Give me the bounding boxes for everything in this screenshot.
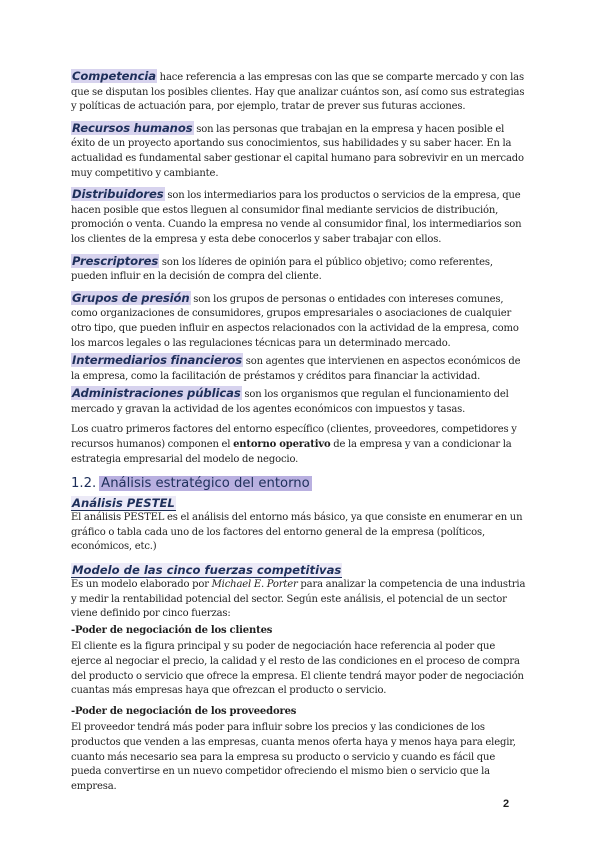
- entry-text: son agentes que intervienen en aspectos económicos de la empresa, como la facilitación de préstamos y créditos para financiar la actividad.: [71, 356, 521, 382]
- section-number: 1.2.: [71, 476, 97, 492]
- force2-text: El proveedor tendrá más poder para influir sobre los precios y las condiciones de los productos que venden a las empresas, cuanta menos oferta haya y menos haya para elegir, cuanto más necesario sea para la empresa su producto o servicio y cuando es fácil que pueda convertirse en un nuevo competidor ofreciendo el mismo bien o servicio que la empresa.: [71, 722, 516, 792]
- porter-author: Michael E. Porter: [211, 579, 298, 591]
- summary-bold: entorno operativo: [233, 439, 331, 451]
- force1-text: El cliente es la figura principal y su poder de negociación hace referencia al poder que ejerce al negociar el precio, la calidad y el resto de las condiciones en el proceso de compra del producto o servicio que ofrece la empresa. El cliente tendrá mayor poder de negociación cuantas más empresas haya que ofrezcan el producto o servicio.: [71, 641, 524, 697]
- pestel-heading: Análisis PESTEL: [72, 496, 175, 511]
- summary-before: Los cuatro primeros factores del entorno específico (clientes, proveedores, competidores y recursos humanos) componen el: [71, 424, 517, 451]
- porter-intro: [71, 578, 527, 622]
- page-number: 2: [503, 798, 510, 810]
- term-intermediarios-financieros: Intermediarios financieros: [72, 353, 243, 368]
- entry-text: son los líderes de opinión para el público objetivo; como referentes, pueden influir en la decisión de compra del cliente.: [71, 256, 493, 283]
- force1-title: -Poder de negociación de los clientes: [71, 624, 273, 636]
- section-title: Análisis estratégico del entorno: [101, 476, 310, 492]
- entry-prescriptores: [71, 254, 527, 285]
- entry-text: son los organismos que regulan el funcionamiento del mercado y gravan la actividad de los agentes económicos con impuestos y tasas.: [71, 389, 509, 415]
- entry-text: hace referencia a las empresas con las que se comparte mercado y con las que se disputan los posibles clientes. Hay que analizar cuántos son, así como sus estrategias y políticas de actuación para, por ejemplo, tratar de prever sus futuras acciones.: [71, 72, 525, 113]
- entry-competencia: [71, 69, 527, 115]
- entry-distribuidores: [71, 187, 527, 247]
- porter-heading: Modelo de las cinco fuerzas competitivas: [72, 563, 342, 578]
- entry-intermediarios-financieros: [71, 353, 527, 384]
- entry-text: son los grupos de personas o entidades con intereses comunes, como organizaciones de consumidores, grupos empresariales o asociaciones de cualquier otro tipo, que pueden influir en aspectos relacionados con la actividad de la empresa, como los marcos legales o las regulaciones técnicas para un determinado mercado.: [71, 293, 519, 349]
- term-grupos-de-presion: Grupos de presión: [72, 290, 190, 305]
- entry-administraciones-publicas: [71, 386, 527, 417]
- force2-title: -Poder de negociación de los proveedores: [71, 705, 297, 717]
- term-prescriptores: Prescriptores: [72, 253, 159, 268]
- term-competencia: Competencia: [72, 69, 156, 83]
- porter-intro-before: Es un modelo elaborado por: [71, 579, 212, 591]
- porter-intro-after: para analizar la competencia de una industria y medir la rentabilidad potencial del sector. Según este análisis, el potencial de un sector viene definido por cinco fuerzas:: [71, 579, 526, 620]
- pestel-heading-line: [71, 494, 527, 511]
- term-administraciones-publicas: Administraciones públicas: [72, 386, 241, 401]
- summary-paragraph: [71, 423, 527, 467]
- entry-text: son las personas que trabajan en la empresa y hacen posible el éxito de un proyecto aportando sus conocimientos, sus habilidades y su saber hacer. En la actualidad es fundamental saber gestionar el capital humano para sobrevivir en un mercado muy competitivo y cambiante.: [71, 123, 524, 179]
- entry-recursos-humanos: [71, 121, 527, 181]
- summary-after: de la empresa y van a condicionar la estrategia empresarial del modelo de negocio.: [71, 439, 512, 465]
- term-recursos-humanos: Recursos humanos: [72, 120, 193, 135]
- entry-text: son los intermediarios para los productos o servicios de la empresa, que hacen posible que estos lleguen al consumidor final mediante servicios de distribución, promoción o venta. Cuando la empresa no vende al consumidor final, los intermediarios son los clientes de la empresa y esta debe conocerlos y saber trabajar con ellos.: [71, 190, 522, 245]
- document-page: [71, 69, 527, 800]
- term-distribuidores: Distribuidores: [72, 187, 164, 202]
- porter-heading-line: [71, 561, 527, 578]
- section-heading: [71, 475, 527, 492]
- entry-grupos-de-presion: [71, 291, 527, 351]
- pestel-text: El análisis PESTEL es el análisis del entorno más básico, ya que consiste en enumerar en un gráfico o tabla cada uno de los factores del entorno general de la empresa (políticos, económicos, etc.): [71, 512, 523, 553]
